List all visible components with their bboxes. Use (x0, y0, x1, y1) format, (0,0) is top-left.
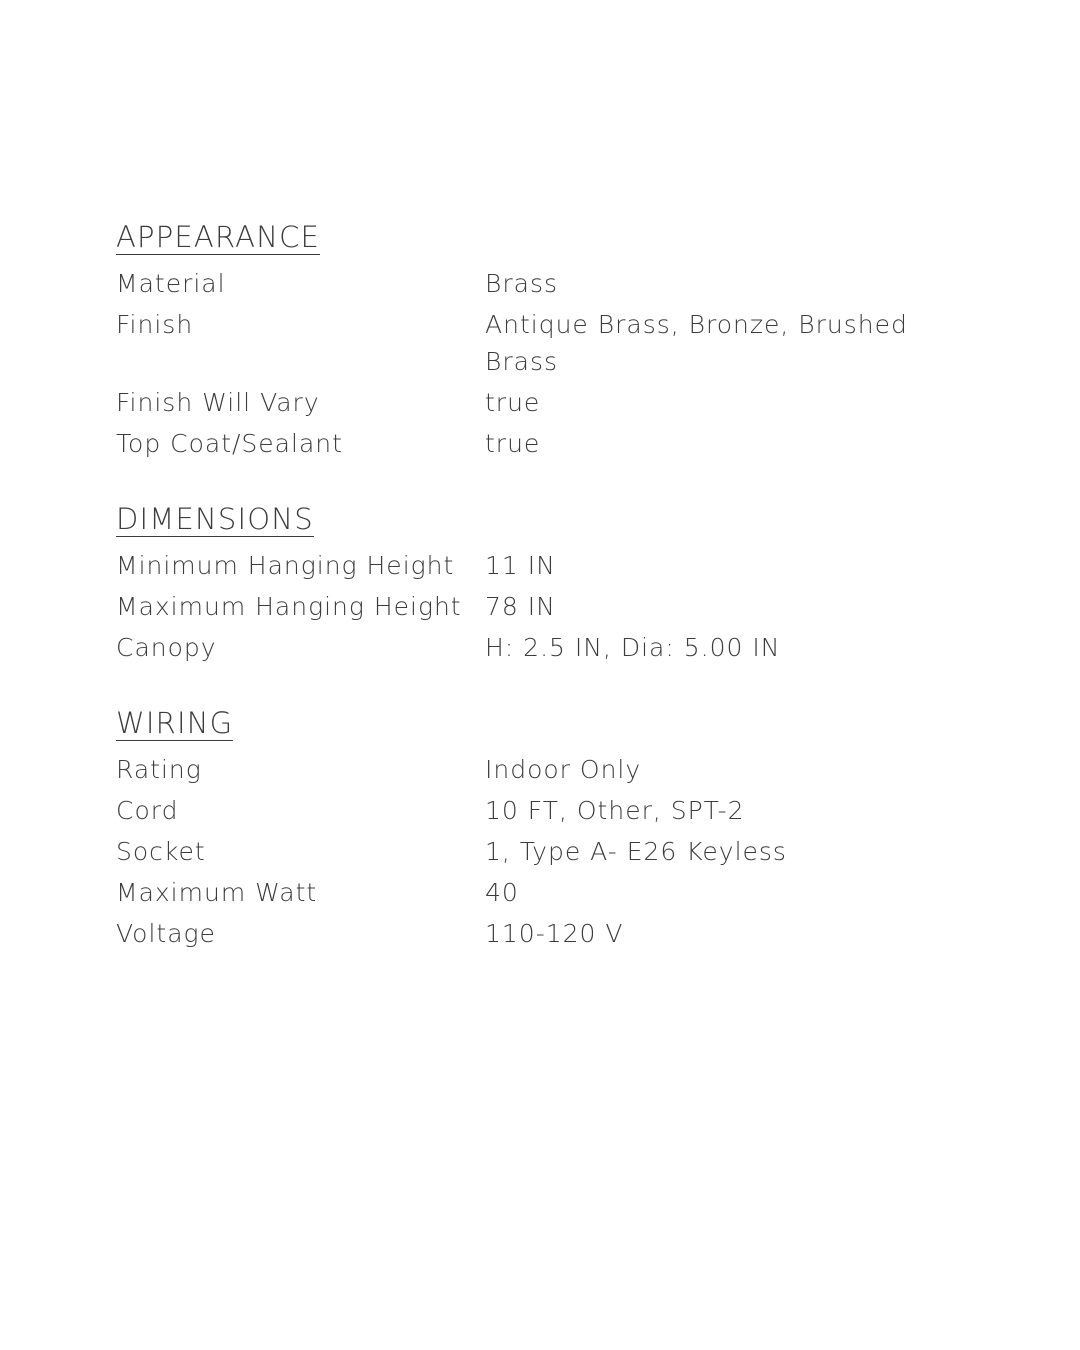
spec-row-voltage (116, 915, 956, 952)
spec-value: Indoor Only (485, 755, 642, 784)
spec-label: Minimum Hanging Height (116, 551, 455, 580)
spec-row-cord (116, 792, 956, 829)
spec-value: Brass (485, 269, 559, 298)
spec-label: Rating (116, 755, 202, 784)
spec-value: H: 2.5 IN, Dia: 5.00 IN (485, 633, 781, 662)
spec-value: Antique Brass, Bronze, Brushed Brass (485, 310, 908, 376)
spec-label: Socket (116, 837, 206, 866)
spec-row-material (116, 265, 956, 302)
spec-value: 110-120 V (485, 919, 624, 948)
spec-label: Finish (116, 310, 194, 339)
spec-value: 78 IN (485, 592, 556, 621)
spec-value: 1, Type A- E26 Keyless (485, 837, 787, 866)
spec-sheet (116, 220, 956, 992)
section-title-appearance: APPEARANCE (116, 220, 321, 254)
spec-row-maximum-watt (116, 874, 956, 911)
section-dimensions (116, 502, 956, 666)
spec-label: Canopy (116, 633, 217, 662)
spec-row-socket (116, 833, 956, 870)
section-title-dimensions: DIMENSIONS (116, 502, 314, 536)
spec-value: 11 IN (485, 551, 556, 580)
spec-row-maximum-hanging-height (116, 588, 956, 625)
spec-row-top-coat-sealant (116, 425, 956, 462)
spec-value: 10 FT, Other, SPT-2 (485, 796, 745, 825)
section-title-wiring: WIRING (116, 706, 234, 740)
spec-row-rating (116, 751, 956, 788)
spec-row-minimum-hanging-height (116, 547, 956, 584)
spec-row-canopy (116, 629, 956, 666)
spec-value: true (485, 429, 541, 458)
spec-label: Voltage (116, 919, 216, 948)
section-appearance (116, 220, 956, 462)
spec-label: Maximum Hanging Height (116, 592, 462, 621)
spec-row-finish-will-vary (116, 384, 956, 421)
spec-label: Top Coat/Sealant (116, 429, 343, 458)
spec-label: Maximum Watt (116, 878, 318, 907)
spec-value: 40 (485, 878, 519, 907)
spec-label: Material (116, 269, 226, 298)
spec-row-finish (116, 306, 956, 380)
spec-label: Finish Will Vary (116, 388, 320, 417)
spec-label: Cord (116, 796, 179, 825)
spec-value: true (485, 388, 541, 417)
section-wiring (116, 706, 956, 952)
